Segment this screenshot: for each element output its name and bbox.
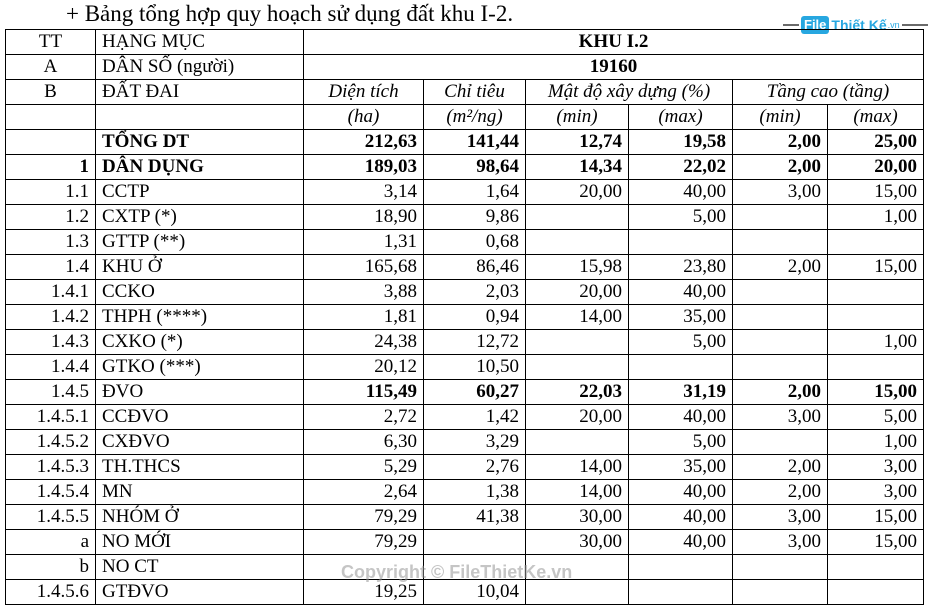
row-number: 1.4.5.1	[6, 405, 96, 430]
cell-dmin	[526, 205, 629, 230]
table-row	[6, 505, 924, 530]
cell-index: 2,76	[424, 455, 526, 480]
unit-area: (ha)	[304, 105, 424, 130]
table-row	[6, 180, 924, 205]
cell-fmin	[733, 355, 828, 380]
cell-dmax: 31,19	[629, 380, 733, 405]
row-item: CXKO (*)	[96, 330, 304, 355]
col-density: Mật độ xây dựng (%)	[526, 80, 733, 105]
row-number: 1.4.5	[6, 380, 96, 405]
cell-area: 1,81	[304, 305, 424, 330]
row-number: 1.4.5.2	[6, 430, 96, 455]
cell-index: 86,46	[424, 255, 526, 280]
unit-density-min: (min)	[526, 105, 629, 130]
cell-fmin: 3,00	[733, 180, 828, 205]
cell-index: 1,38	[424, 480, 526, 505]
cell-area: 24,38	[304, 330, 424, 355]
cell-fmax: 20,00	[828, 155, 924, 180]
cell-fmin	[733, 305, 828, 330]
cell-dmax: 23,80	[629, 255, 733, 280]
cell-dmax: 5,00	[629, 330, 733, 355]
land-use-table	[5, 29, 924, 605]
cell-fmax: 15,00	[828, 380, 924, 405]
cell-fmax: 15,00	[828, 530, 924, 555]
cell-area: 19,25	[304, 580, 424, 605]
cell-fmax: 25,00	[828, 130, 924, 155]
header-row-3	[6, 80, 924, 105]
cell-fmin: 2,00	[733, 480, 828, 505]
row-item: DÂN DỤNG	[96, 155, 304, 180]
cell-dmin: 14,34	[526, 155, 629, 180]
row-item: CXTP (*)	[96, 205, 304, 230]
cell-fmin	[733, 205, 828, 230]
land-label: ĐẤT ĐAI	[96, 80, 304, 105]
table-row	[6, 430, 924, 455]
logo-line-right	[902, 24, 928, 26]
cell-index: 10,50	[424, 355, 526, 380]
cell-area: 2,64	[304, 480, 424, 505]
cell-dmax	[629, 580, 733, 605]
cell-area: 79,29	[304, 505, 424, 530]
row-item: NO CT	[96, 555, 304, 580]
unit-index: (m²/ng)	[424, 105, 526, 130]
logo-suffix: .vn	[887, 20, 900, 30]
cell-fmin	[733, 555, 828, 580]
row-item: TỔNG DT	[96, 130, 304, 155]
row-number: 1	[6, 155, 96, 180]
cell-area: 3,88	[304, 280, 424, 305]
cell-fmax: 1,00	[828, 205, 924, 230]
cell-dmin: 12,74	[526, 130, 629, 155]
cell-dmin: 30,00	[526, 505, 629, 530]
cell-index: 1,64	[424, 180, 526, 205]
table-row	[6, 255, 924, 280]
cell-fmax	[828, 305, 924, 330]
table-row	[6, 380, 924, 405]
cell-fmax	[828, 355, 924, 380]
table-row	[6, 530, 924, 555]
cell-fmax	[828, 280, 924, 305]
cell-dmax: 40,00	[629, 480, 733, 505]
cell-index: 9,86	[424, 205, 526, 230]
cell-fmin	[733, 230, 828, 255]
unit-floors-max: (max)	[828, 105, 924, 130]
cell-area: 2,72	[304, 405, 424, 430]
cell-fmin: 2,00	[733, 380, 828, 405]
logo-text: Thiết Kế	[831, 17, 887, 33]
cell-fmin: 2,00	[733, 455, 828, 480]
cell-index: 98,64	[424, 155, 526, 180]
table-row	[6, 555, 924, 580]
cell-area: 1,31	[304, 230, 424, 255]
row-item: NO MỚI	[96, 530, 304, 555]
population-label: DÂN SỐ (người)	[96, 55, 304, 80]
cell-index	[424, 555, 526, 580]
cell-fmin: 3,00	[733, 405, 828, 430]
cell-fmax: 15,00	[828, 180, 924, 205]
cell-area: 20,12	[304, 355, 424, 380]
row-item: GTKO (***)	[96, 355, 304, 380]
cell-dmax: 40,00	[629, 530, 733, 555]
table-heading: + Bảng tổng hợp quy hoạch sử dụng đất khu I-2.	[66, 1, 514, 26]
cell-dmin	[526, 330, 629, 355]
table-row	[6, 580, 924, 605]
cell-dmin: 30,00	[526, 530, 629, 555]
row-number	[6, 130, 96, 155]
row-number: 1.4.5.6	[6, 580, 96, 605]
unit-density-max: (max)	[629, 105, 733, 130]
cell-dmin	[526, 355, 629, 380]
cell-fmin	[733, 580, 828, 605]
cell-area	[304, 555, 424, 580]
cell-dmax	[629, 230, 733, 255]
table-row	[6, 280, 924, 305]
cell-fmax: 1,00	[828, 430, 924, 455]
cell-dmax	[629, 555, 733, 580]
table-row	[6, 305, 924, 330]
cell-dmax: 5,00	[629, 430, 733, 455]
cell-area: 165,68	[304, 255, 424, 280]
cell-area: 212,63	[304, 130, 424, 155]
cell-area: 79,29	[304, 530, 424, 555]
logo-box: File	[801, 16, 829, 34]
cell-fmax: 15,00	[828, 505, 924, 530]
row-number: 1.4.4	[6, 355, 96, 380]
cell-fmax: 3,00	[828, 455, 924, 480]
cell-index: 3,29	[424, 430, 526, 455]
table-row	[6, 480, 924, 505]
row-number: 1.4.3	[6, 330, 96, 355]
cell-index: 10,04	[424, 580, 526, 605]
table-row	[6, 130, 924, 155]
table-row	[6, 405, 924, 430]
cell-fmin: 3,00	[733, 505, 828, 530]
cell-fmax	[828, 230, 924, 255]
row-number: a	[6, 530, 96, 555]
cell-dmax: 40,00	[629, 505, 733, 530]
cell-dmax	[629, 355, 733, 380]
cell-index	[424, 530, 526, 555]
cell-dmin	[526, 580, 629, 605]
cell-fmax: 15,00	[828, 255, 924, 280]
row-item: THPH (****)	[96, 305, 304, 330]
cell-dmax: 5,00	[629, 205, 733, 230]
cell-dmax: 35,00	[629, 305, 733, 330]
cell-fmin	[733, 430, 828, 455]
cell-dmin	[526, 430, 629, 455]
header-zone: KHU I.2	[304, 30, 924, 55]
row-number: b	[6, 555, 96, 580]
table-row	[6, 330, 924, 355]
header-row-2	[6, 55, 924, 80]
cell-index: 0,68	[424, 230, 526, 255]
cell-index: 0,94	[424, 305, 526, 330]
row-number: 1.4.1	[6, 280, 96, 305]
row-number: 1.4.5.3	[6, 455, 96, 480]
population-value: 19160	[304, 55, 924, 80]
cell-fmin: 2,00	[733, 130, 828, 155]
col-area: Diện tích	[304, 80, 424, 105]
table-body	[6, 30, 924, 605]
row-number: 1.4.5.5	[6, 505, 96, 530]
cell-index: 60,27	[424, 380, 526, 405]
cell-dmin	[526, 555, 629, 580]
cell-fmax: 1,00	[828, 330, 924, 355]
cell-area: 6,30	[304, 430, 424, 455]
row-number: 1.3	[6, 230, 96, 255]
cell-dmin	[526, 230, 629, 255]
cell-dmin: 20,00	[526, 280, 629, 305]
col-floors: Tầng cao (tầng)	[733, 80, 924, 105]
header-row-4	[6, 105, 924, 130]
cell-fmax: 3,00	[828, 480, 924, 505]
unit-floors-min: (min)	[733, 105, 828, 130]
cell-area: 18,90	[304, 205, 424, 230]
cell-dmax: 19,58	[629, 130, 733, 155]
cell-dmin: 14,00	[526, 305, 629, 330]
row-number: 1.4.2	[6, 305, 96, 330]
row-number: 1.4.5.4	[6, 480, 96, 505]
cell-index: 2,03	[424, 280, 526, 305]
cell-fmin	[733, 280, 828, 305]
table-row	[6, 355, 924, 380]
table-row	[6, 155, 924, 180]
cell-area: 115,49	[304, 380, 424, 405]
cell-index: 12,72	[424, 330, 526, 355]
cell-area: 5,29	[304, 455, 424, 480]
cell-index: 41,38	[424, 505, 526, 530]
row-item: KHU Ở	[96, 255, 304, 280]
header-item: HẠNG MỤC	[96, 30, 304, 55]
cell-fmax: 5,00	[828, 405, 924, 430]
row-item: CCKO	[96, 280, 304, 305]
cell-area: 189,03	[304, 155, 424, 180]
row-item: NHÓM Ở	[96, 505, 304, 530]
cell-fmin: 2,00	[733, 155, 828, 180]
land-tt: B	[6, 80, 96, 105]
row-item: ĐVO	[96, 380, 304, 405]
row-number: 1.4	[6, 255, 96, 280]
cell-dmax: 22,02	[629, 155, 733, 180]
cell-fmin: 2,00	[733, 255, 828, 280]
logo-line-left	[783, 24, 799, 26]
cell-dmax: 40,00	[629, 180, 733, 205]
cell-dmax: 40,00	[629, 405, 733, 430]
copyright-watermark: Copyright © FileThietKe.vn	[341, 562, 573, 582]
row-item: CXĐVO	[96, 430, 304, 455]
cell-dmin: 22,03	[526, 380, 629, 405]
header-tt: TT	[6, 30, 96, 55]
row-item: TH.THCS	[96, 455, 304, 480]
cell-index: 141,44	[424, 130, 526, 155]
cell-dmin: 20,00	[526, 405, 629, 430]
col-index: Chỉ tiêu	[424, 80, 526, 105]
row-item: CCTP	[96, 180, 304, 205]
blank-cell	[96, 105, 304, 130]
row-item: CCĐVO	[96, 405, 304, 430]
cell-dmax: 35,00	[629, 455, 733, 480]
cell-dmin: 20,00	[526, 180, 629, 205]
cell-fmin	[733, 330, 828, 355]
header-row-1	[6, 30, 924, 55]
cell-dmax: 40,00	[629, 280, 733, 305]
row-item: MN	[96, 480, 304, 505]
cell-dmin: 14,00	[526, 480, 629, 505]
row-item: GTTP (**)	[96, 230, 304, 255]
cell-fmin: 3,00	[733, 530, 828, 555]
cell-fmax	[828, 555, 924, 580]
cell-index: 1,42	[424, 405, 526, 430]
blank-cell	[6, 105, 96, 130]
table-row	[6, 230, 924, 255]
row-number: 1.2	[6, 205, 96, 230]
cell-area: 3,14	[304, 180, 424, 205]
population-tt: A	[6, 55, 96, 80]
cell-dmin: 14,00	[526, 455, 629, 480]
row-item: GTĐVO	[96, 580, 304, 605]
cell-dmin: 15,98	[526, 255, 629, 280]
table-row	[6, 455, 924, 480]
cell-fmax	[828, 580, 924, 605]
row-number: 1.1	[6, 180, 96, 205]
table-row	[6, 205, 924, 230]
